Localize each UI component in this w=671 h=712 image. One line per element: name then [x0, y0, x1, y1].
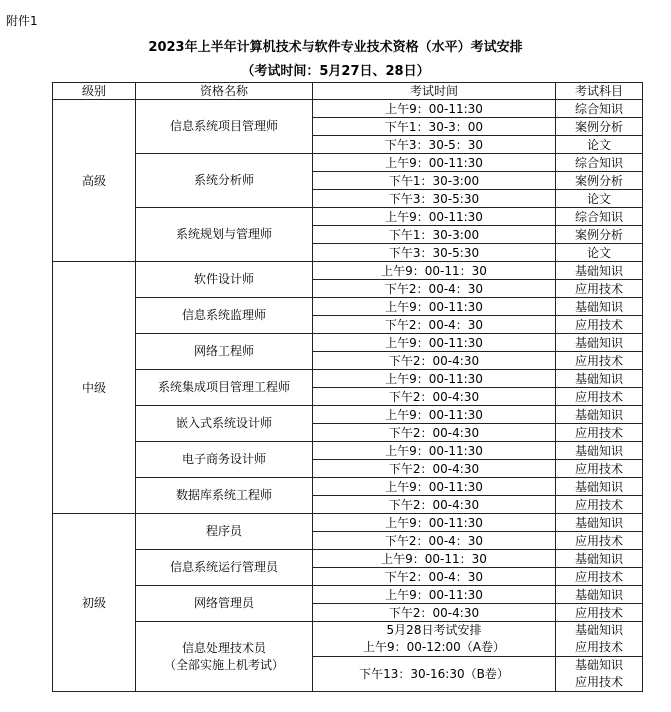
exam-time-cell: 下午2：00-4：30	[313, 280, 556, 298]
qualification-cell: 系统规划与管理师	[136, 208, 313, 262]
exam-time-text: 上午9：00-12:00（A卷）	[362, 640, 506, 654]
exam-subject-cell: 综合知识	[556, 154, 643, 172]
exam-time-cell: 上午9：00-11:30	[313, 406, 556, 424]
exam-time-cell: 下午2：00-4:30	[313, 388, 556, 406]
exam-time-cell: 下午13：30-16:30（B卷）	[313, 657, 556, 692]
qualification-cell: 嵌入式系统设计师	[136, 406, 313, 442]
exam-subject-cell: 应用技术	[556, 460, 643, 478]
header-exam-subject: 考试科目	[556, 83, 643, 100]
exam-time-cell: 上午9：00-11:30	[313, 154, 556, 172]
exam-subject-cell: 基础知识	[556, 262, 643, 280]
table-row	[53, 406, 643, 424]
exam-time-cell: 上午9：00-11:30	[313, 586, 556, 604]
attachment-label: 附件1	[6, 14, 38, 28]
exam-subject-cell: 应用技术	[556, 280, 643, 298]
exam-subject-cell: 应用技术	[556, 352, 643, 370]
table-row	[53, 208, 643, 226]
exam-subject-cell: 基础知识	[556, 370, 643, 388]
exam-time-cell: 下午1：30-3：00	[313, 118, 556, 136]
exam-subject-cell	[556, 622, 643, 657]
qualification-cell: 网络工程师	[136, 334, 313, 370]
qualification-cell: 数据库系统工程师	[136, 478, 313, 514]
page-title: 2023年上半年计算机技术与软件专业技术资格（水平）考试安排	[148, 40, 523, 55]
exam-time-cell: 上午9：00-11:30	[313, 370, 556, 388]
exam-time-cell: 下午2：00-4:30	[313, 460, 556, 478]
exam-subject-cell: 应用技术	[556, 568, 643, 586]
qualification-cell: 信息系统监理师	[136, 298, 313, 334]
exam-subject-cell: 基础知识	[556, 586, 643, 604]
exam-subject-cell: 案例分析	[556, 172, 643, 190]
qualification-cell: 系统集成项目管理工程师	[136, 370, 313, 406]
exam-time-cell: 下午1：30-3:00	[313, 226, 556, 244]
table-row	[53, 334, 643, 352]
qualification-cell: 系统分析师	[136, 154, 313, 208]
exam-time-cell: 下午3：30-5:30	[313, 244, 556, 262]
table-row	[53, 586, 643, 604]
qualification-cell: 信息系统项目管理师	[136, 100, 313, 154]
exam-time-cell: 上午9：00-11:30	[313, 100, 556, 118]
exam-subject-text: 基础知识	[574, 623, 623, 637]
exam-subject-cell: 应用技术	[556, 604, 643, 622]
exam-time-cell: 上午9：00-11:30	[313, 478, 556, 496]
exam-time-cell: 下午1：30-3:00	[313, 172, 556, 190]
exam-subject-cell: 基础知识	[556, 514, 643, 532]
page-subtitle: （考试时间：5月27日、28日）	[241, 64, 430, 79]
level-cell: 初级	[53, 514, 136, 692]
exam-subject-cell: 综合知识	[556, 100, 643, 118]
exam-subject-cell: 基础知识	[556, 298, 643, 316]
table-row	[53, 154, 643, 172]
exam-subject-cell: 基础知识	[556, 406, 643, 424]
exam-subject-text: 基础知识	[574, 658, 623, 672]
exam-time-cell: 上午9：00-11:30	[313, 208, 556, 226]
qualification-text: （全部实施上机考试）	[163, 657, 284, 672]
header-qualification: 资格名称	[136, 83, 313, 100]
level-cell: 高级	[53, 100, 136, 262]
qualification-cell: 网络管理员	[136, 586, 313, 622]
exam-time-text: 5月28日考试安排	[386, 623, 482, 637]
exam-time-cell: 下午2：00-4:30	[313, 352, 556, 370]
exam-time-cell: 下午2：00-4:30	[313, 424, 556, 442]
header-level: 级别	[53, 83, 136, 100]
exam-subject-cell: 论文	[556, 136, 643, 154]
exam-subject-cell: 案例分析	[556, 118, 643, 136]
exam-subject-cell: 应用技术	[556, 496, 643, 514]
exam-time-cell: 上午9：00-11:30	[313, 442, 556, 460]
table-row	[53, 550, 643, 568]
table-row	[53, 442, 643, 460]
qualification-cell	[136, 622, 313, 692]
exam-schedule-table	[52, 82, 643, 692]
qualification-cell: 软件设计师	[136, 262, 313, 298]
exam-subject-cell: 综合知识	[556, 208, 643, 226]
exam-subject-cell	[556, 657, 643, 692]
exam-subject-cell: 基础知识	[556, 478, 643, 496]
exam-subject-cell: 应用技术	[556, 424, 643, 442]
qualification-cell: 程序员	[136, 514, 313, 550]
exam-time-cell: 下午2：00-4：30	[313, 316, 556, 334]
qualification-text: 信息处理技术员	[181, 640, 266, 655]
exam-subject-cell: 案例分析	[556, 226, 643, 244]
exam-time-cell: 下午2：00-4：30	[313, 532, 556, 550]
table-row	[53, 514, 643, 532]
exam-subject-text: 应用技术	[574, 675, 623, 689]
exam-time-cell: 上午9：00-11:30	[313, 514, 556, 532]
exam-subject-cell: 基础知识	[556, 550, 643, 568]
table-row	[53, 100, 643, 118]
exam-subject-cell: 基础知识	[556, 334, 643, 352]
exam-subject-cell: 应用技术	[556, 388, 643, 406]
exam-time-cell: 上午9：00-11:30	[313, 334, 556, 352]
exam-time-cell: 上午9：00-11:30	[313, 298, 556, 316]
table-row	[53, 478, 643, 496]
exam-time-cell: 下午3：30-5：30	[313, 136, 556, 154]
exam-subject-cell: 论文	[556, 244, 643, 262]
exam-subject-cell: 论文	[556, 190, 643, 208]
qualification-cell: 电子商务设计师	[136, 442, 313, 478]
table-row	[53, 262, 643, 280]
table-row	[53, 370, 643, 388]
exam-time-cell: 下午2：00-4：30	[313, 568, 556, 586]
exam-time-cell: 上午9：00-11：30	[313, 550, 556, 568]
level-cell: 中级	[53, 262, 136, 514]
table-row	[53, 622, 643, 657]
exam-time-cell	[313, 622, 556, 657]
table-body	[53, 100, 643, 692]
exam-subject-text: 应用技术	[574, 640, 623, 654]
table-header-row	[53, 83, 643, 100]
exam-time-cell: 下午2：00-4:30	[313, 604, 556, 622]
table-row	[53, 298, 643, 316]
exam-subject-cell: 应用技术	[556, 532, 643, 550]
exam-time-cell: 下午3：30-5:30	[313, 190, 556, 208]
header-exam-time: 考试时间	[313, 83, 556, 100]
exam-time-cell: 下午2：00-4:30	[313, 496, 556, 514]
qualification-cell: 信息系统运行管理员	[136, 550, 313, 586]
exam-time-cell: 上午9：00-11：30	[313, 262, 556, 280]
exam-subject-cell: 应用技术	[556, 316, 643, 334]
exam-subject-cell: 基础知识	[556, 442, 643, 460]
